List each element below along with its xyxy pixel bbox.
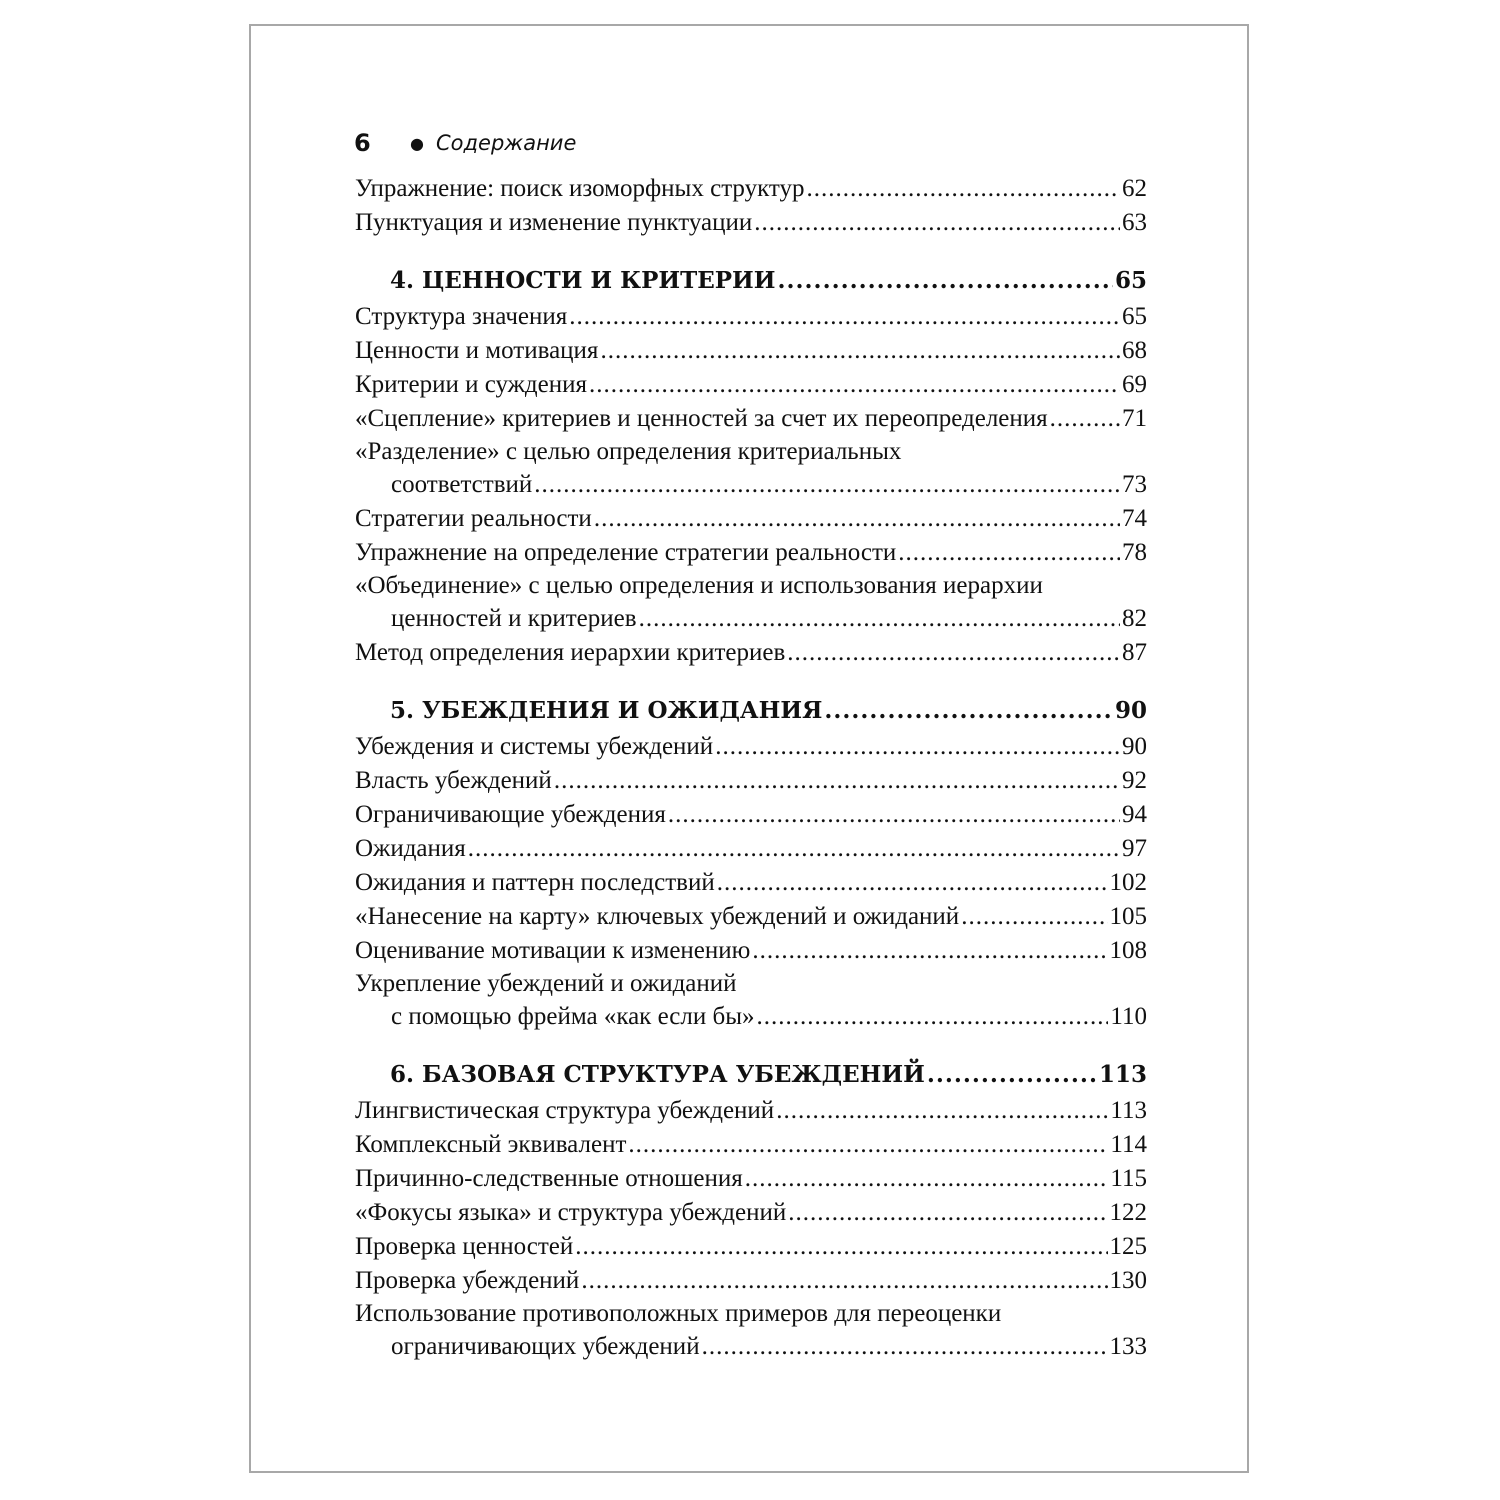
dot-leader: [745, 1162, 1109, 1196]
dot-leader: [702, 1330, 1108, 1364]
toc-entry: [355, 798, 1147, 832]
toc-entry-title: Комплексный эквивалент: [355, 1131, 627, 1158]
chapter-page-number: 113: [1098, 1061, 1147, 1088]
dot-leader: [569, 300, 1120, 334]
dot-leader: [717, 866, 1108, 900]
toc-entry: [355, 502, 1147, 536]
toc-page-number: 68: [1122, 337, 1147, 364]
toc-entry-title: ценностей и критериев: [391, 605, 637, 632]
dot-leader: [715, 730, 1120, 764]
dot-leader: [898, 536, 1120, 570]
toc-page-number: 130: [1109, 1267, 1147, 1294]
toc-page-number: 73: [1122, 471, 1147, 498]
toc-entry-title: Ограничивающие убеждения: [355, 801, 666, 828]
toc-entry: [355, 1094, 1147, 1128]
toc-entry: [355, 636, 1147, 670]
dot-leader: [961, 900, 1107, 934]
toc-chapter: [355, 1058, 1147, 1094]
dot-leader: [807, 172, 1120, 206]
bullet-separator: ●: [410, 133, 424, 153]
dot-leader: [754, 206, 1120, 240]
toc-entry: [355, 1330, 1147, 1364]
toc-page-number: 78: [1122, 539, 1147, 566]
dot-leader: [534, 468, 1120, 502]
toc-entry: [355, 602, 1147, 636]
chapter-title: 6. БАЗОВАЯ СТРУКТУРА УБЕЖДЕНИЙ: [390, 1061, 925, 1088]
dot-leader: [600, 334, 1120, 368]
toc-page-number: 82: [1122, 605, 1147, 632]
dot-leader: [594, 502, 1120, 536]
toc-entry-title: соответствий: [391, 471, 533, 498]
dot-leader: [639, 602, 1120, 636]
dot-leader: [1050, 402, 1120, 436]
toc-entry: [355, 866, 1147, 900]
dot-leader: [589, 368, 1120, 402]
toc-entry-title: Ценности и мотивация: [355, 337, 599, 364]
toc-entry-first-line: «Разделение» с целью определения критериальных: [355, 438, 902, 465]
dot-leader: [757, 1000, 1109, 1034]
toc-entry-title: Упражнение на определение стратегии реальности: [355, 539, 897, 566]
toc-page-number: 133: [1109, 1333, 1147, 1360]
toc-entry-title: Пунктуация и изменение пунктуации: [355, 209, 753, 236]
toc-entry: [355, 1196, 1147, 1230]
toc-entry-first-line: «Объединение» с целью определения и использования иерархии: [355, 572, 1043, 599]
table-of-contents: [355, 172, 1147, 1364]
toc-page-number: 63: [1122, 209, 1147, 236]
dot-leader: [927, 1058, 1097, 1092]
toc-entry-title: Ожидания: [355, 835, 466, 862]
chapter-page-number: 90: [1114, 697, 1147, 724]
toc-entry-title: Метод определения иерархии критериев: [355, 639, 786, 666]
toc-entry-title: ограничивающих убеждений: [391, 1333, 700, 1360]
toc-entry: [355, 172, 1147, 206]
toc-entry-title: Убеждения и системы убеждений: [355, 733, 714, 760]
toc-page-number: 87: [1122, 639, 1147, 666]
toc-page-number: 65: [1122, 303, 1147, 330]
toc-page-number: 94: [1122, 801, 1147, 828]
toc-entry: [355, 1128, 1147, 1162]
toc-entry-title: «Нанесение на карту» ключевых убеждений и ожиданий: [355, 903, 960, 930]
toc-entry: [355, 900, 1147, 934]
chapter-title: 5. УБЕЖДЕНИЯ И ОЖИДАНИЯ: [390, 697, 823, 724]
toc-entry: [355, 730, 1147, 764]
toc-page-number: 114: [1110, 1131, 1147, 1158]
toc-chapter: [355, 264, 1147, 300]
toc-page-number: 90: [1122, 733, 1147, 760]
toc-entry-title: Лингвистическая структура убеждений: [355, 1097, 775, 1124]
toc-page-number: 122: [1109, 1199, 1147, 1226]
toc-page-number: 105: [1109, 903, 1147, 930]
toc-entry-title: Ожидания и паттерн последствий: [355, 869, 715, 896]
toc-page-number: 97: [1122, 835, 1147, 862]
toc-entry-title: Причинно-следственные отношения: [355, 1165, 743, 1192]
toc-entry-title: Структура значения: [355, 303, 568, 330]
toc-entry: [355, 1162, 1147, 1196]
toc-page-number: 62: [1122, 175, 1147, 202]
chapter-page-number: 65: [1114, 267, 1147, 294]
dot-leader: [575, 1230, 1107, 1264]
toc-entry-title: Критерии и суждения: [355, 371, 587, 398]
dot-leader: [468, 832, 1120, 866]
toc-page-number: 69: [1122, 371, 1147, 398]
toc-entry: [355, 402, 1147, 436]
dot-leader: [778, 264, 1113, 298]
toc-entry: [355, 1230, 1147, 1264]
page-header: [354, 128, 576, 158]
dot-leader: [554, 764, 1120, 798]
toc-entry-title: Оценивание мотивации к изменению: [355, 937, 751, 964]
toc-page-number: 125: [1109, 1233, 1147, 1260]
toc-entry: [355, 1264, 1147, 1298]
page-number: 6: [354, 129, 371, 157]
toc-entry-title: «Сцепление» критериев и ценностей за счет их переопределения: [355, 405, 1048, 432]
dot-leader: [787, 636, 1120, 670]
dot-leader: [581, 1264, 1107, 1298]
toc-entry: [355, 468, 1147, 502]
toc-entry: [355, 764, 1147, 798]
toc-page-number: 92: [1122, 767, 1147, 794]
toc-entry-first-line: Укрепление убеждений и ожиданий: [355, 970, 737, 997]
dot-leader: [668, 798, 1120, 832]
dot-leader: [752, 934, 1107, 968]
toc-entry: [355, 300, 1147, 334]
dot-leader: [628, 1128, 1108, 1162]
toc-entry: [355, 368, 1147, 402]
toc-entry: [355, 934, 1147, 968]
chapter-title: 4. ЦЕННОСТИ И КРИТЕРИИ: [390, 267, 776, 294]
toc-page-number: 110: [1110, 1003, 1147, 1030]
toc-page-number: 74: [1122, 505, 1147, 532]
toc-page-number: 71: [1122, 405, 1147, 432]
toc-entry: [355, 206, 1147, 240]
toc-entry-title: Стратегии реальности: [355, 505, 592, 532]
toc-entry: [355, 334, 1147, 368]
toc-entry: [355, 1000, 1147, 1034]
dot-leader: [776, 1094, 1108, 1128]
toc-entry: [355, 832, 1147, 866]
toc-page-number: 108: [1109, 937, 1147, 964]
toc-page-number: 115: [1110, 1165, 1147, 1192]
toc-page-number: 102: [1109, 869, 1147, 896]
toc-entry-title: «Фокусы языка» и структура убеждений: [355, 1199, 787, 1226]
toc-entry-title: с помощью фрейма «как если бы»: [391, 1003, 755, 1030]
toc-entry-title: Проверка убеждений: [355, 1267, 580, 1294]
toc-entry-title: Проверка ценностей: [355, 1233, 574, 1260]
dot-leader: [788, 1196, 1107, 1230]
dot-leader: [824, 694, 1113, 728]
toc-entry-first-line: Использование противоположных примеров для переоценки: [355, 1300, 1002, 1327]
toc-entry: [355, 536, 1147, 570]
running-title: Содержание: [436, 131, 577, 155]
toc-entry-title: Упражнение: поиск изоморфных структур: [355, 175, 805, 202]
toc-page-number: 113: [1110, 1097, 1147, 1124]
toc-entry-title: Власть убеждений: [355, 767, 552, 794]
toc-chapter: [355, 694, 1147, 730]
